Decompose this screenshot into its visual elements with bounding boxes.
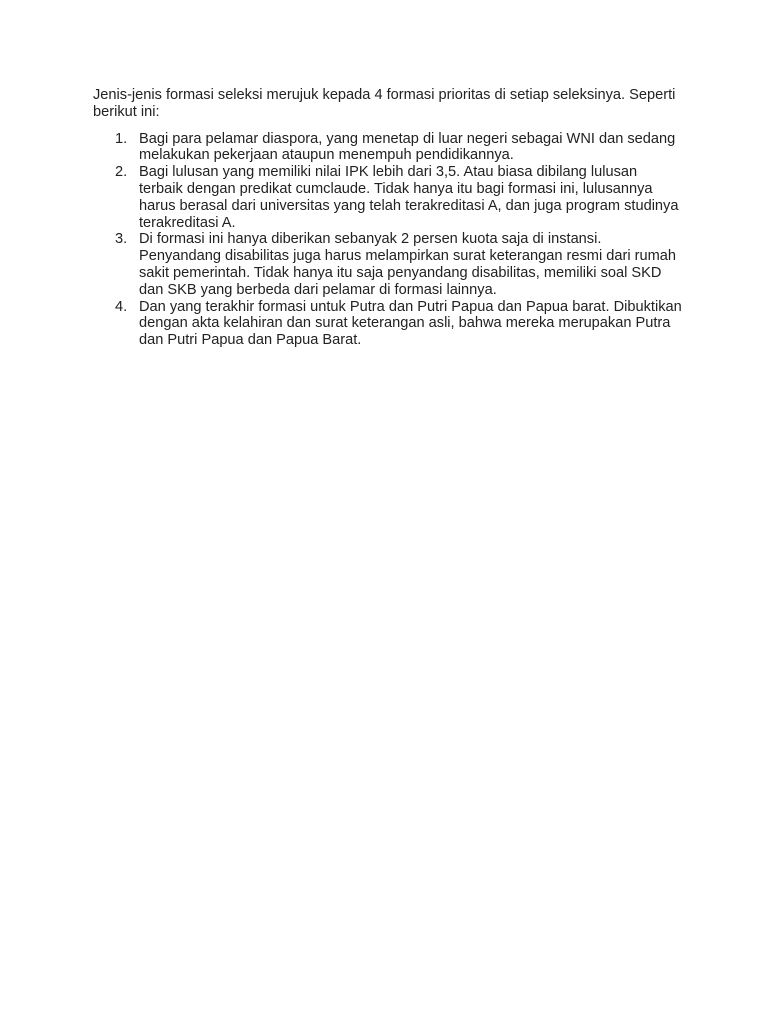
- list-item-text: Dan yang terakhir formasi untuk Putra dan Putri Papua dan Papua barat. Dibuktikan dengan akta kelahiran dan surat keterangan asli, bahwa mereka merupakan Putra dan Putri Papua dan Papua Barat.: [139, 298, 682, 349]
- list-item: [93, 231, 683, 298]
- list-item-number: 4.: [115, 298, 128, 315]
- list-item-text: Di formasi ini hanya diberikan sebanyak 2 persen kuota saja di instansi. Penyandang disabilitas juga harus melampirkan surat keterangan resmi dari rumah sakit pemerintah. Tidak hanya itu saja penyandang disabilitas, memiliki soal SKD dan SKB yang berbeda dari pelamar di formasi lainnya.: [139, 231, 677, 298]
- list-item: [93, 299, 683, 349]
- list-item-number: 3.: [115, 231, 128, 248]
- document-page: [93, 87, 683, 349]
- list-item-number: 1.: [115, 130, 128, 147]
- list-item: [93, 131, 683, 165]
- formation-list: [93, 131, 683, 349]
- list-item-number: 2.: [115, 164, 128, 181]
- list-item-text: Bagi para pelamar diaspora, yang menetap di luar negeri sebagai WNI dan sedang melakukan pekerjaan ataupun menempuh pendidikannya.: [139, 130, 676, 164]
- intro-paragraph: Jenis-jenis formasi seleksi merujuk kepada 4 formasi prioritas di setiap seleksinya. Seperti berikut ini:: [93, 87, 676, 120]
- list-item: [93, 164, 683, 231]
- list-item-text: Bagi lulusan yang memiliki nilai IPK lebih dari 3,5. Atau biasa dibilang lulusan terbaik dengan predikat cumclaude. Tidak hanya itu bagi formasi ini, lulusannya harus berasal dari universitas yang telah terakreditasi A, dan juga program studinya terakreditasi A.: [139, 164, 679, 231]
